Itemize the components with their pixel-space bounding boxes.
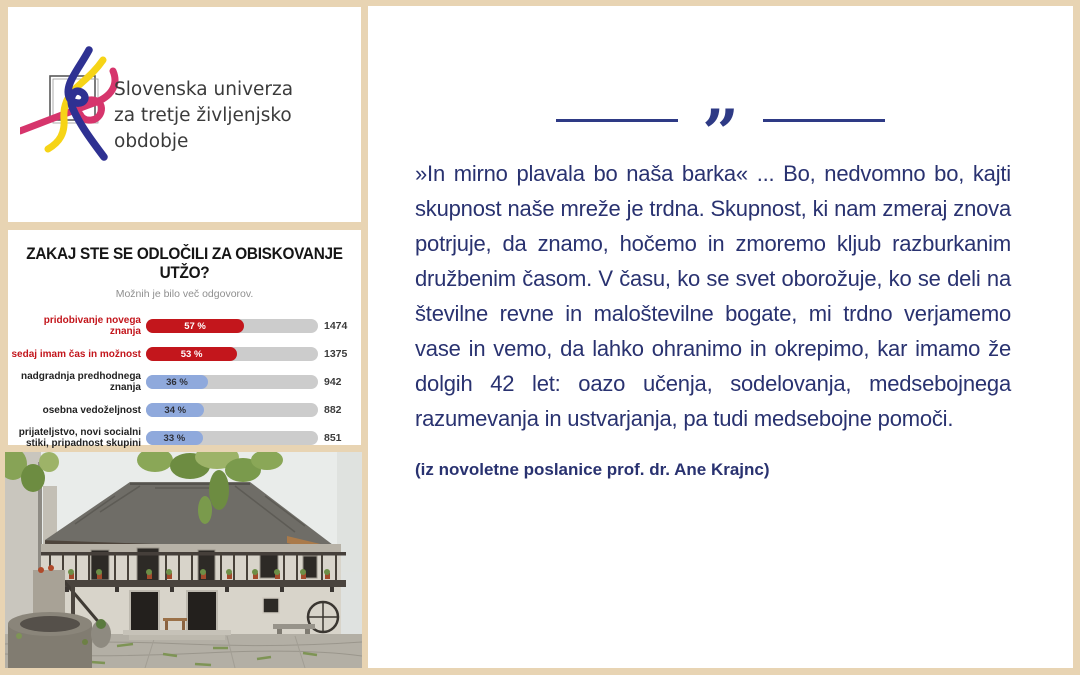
- stone-courtyard-photo: [5, 452, 362, 668]
- bar-count: 1474: [324, 320, 348, 332]
- ornament-line-left: [556, 119, 678, 122]
- bar-fill: [146, 375, 208, 389]
- bar-percent-label: 36 %: [166, 376, 188, 388]
- survey-chart-card: [8, 230, 361, 449]
- ornament-line-right: [763, 119, 885, 122]
- bar-track: [146, 403, 318, 417]
- bar-percent-label: 33 %: [163, 432, 186, 444]
- bar-count: 942: [324, 376, 342, 388]
- bar-label: sedaj imam čas in možnost: [11, 348, 141, 360]
- chart-rows: [8, 315, 361, 449]
- bar-label: prijateljstvo, novi socialni stiki, pripadnost skupini: [18, 427, 141, 449]
- chart-row: [11, 403, 361, 417]
- chart-title: ZAKAJ STE SE ODLOČILI ZA OBISKOVANJE UTŽO?: [26, 245, 343, 282]
- chart-row: [11, 347, 361, 361]
- bar-percent-label: 34 %: [164, 404, 187, 416]
- bar-track: [146, 319, 318, 333]
- bar-label: osebna vedoželjnost: [42, 404, 141, 416]
- bar-percent-label: 57 %: [184, 320, 206, 332]
- bar-fill: [146, 319, 244, 333]
- photo-card: [5, 452, 362, 668]
- org-name-line1: Slovenska univerza: [114, 79, 294, 100]
- quote-text: »In mirno plavala bo naša barka« ... Bo, nedvomno bo, kajti skupnost naše mreže je trdna. Skupnost, ki nam zmeraj znova potrjuje, da znamo, hočemo in zmoremo kljub razburkanim družbenim časom. V času, ko se svet oborožuje, ko se deli na številne revne in maloštevilne bogate, mi trdno verjamemo vase in vemo, da lahko ohranimo in okrepimo, kar imamo že dolgih 42 let: oazo učenja, sodelovanja, medsebojnega razumevanja in ustvarjanja, pa tudi medsebojne pomoči.: [415, 161, 1011, 431]
- bar-fill: [146, 347, 237, 361]
- chart-row: [11, 427, 361, 449]
- bar-fill: [146, 403, 204, 417]
- chart-row: [11, 371, 361, 393]
- bar-fill: [146, 431, 203, 445]
- quote-card: [368, 6, 1073, 668]
- org-name: [114, 77, 361, 155]
- chart-row: [11, 315, 361, 337]
- chart-subtitle: Možnih je bilo več odgovorov.: [115, 288, 254, 300]
- quote-ornament: [368, 96, 1073, 171]
- bar-count: 882: [324, 404, 342, 416]
- bar-count: 1375: [324, 348, 348, 360]
- bar-count: 851: [324, 432, 342, 444]
- bar-track: [146, 431, 318, 445]
- quotation-mark-icon: ”: [702, 96, 739, 171]
- quote-attribution: (iz novoletne poslanice prof. dr. Ane Krajnc): [415, 460, 770, 479]
- bar-track: [146, 347, 318, 361]
- bar-track: [146, 375, 318, 389]
- logo-card: [8, 7, 361, 222]
- bar-percent-label: 53 %: [180, 348, 203, 360]
- org-name-line2: za tretje življenjsko obdobje: [114, 105, 292, 152]
- bar-label: nadgradnja predhodnega znanja: [20, 371, 141, 393]
- bar-label: pridobivanje novega znanja: [43, 315, 141, 337]
